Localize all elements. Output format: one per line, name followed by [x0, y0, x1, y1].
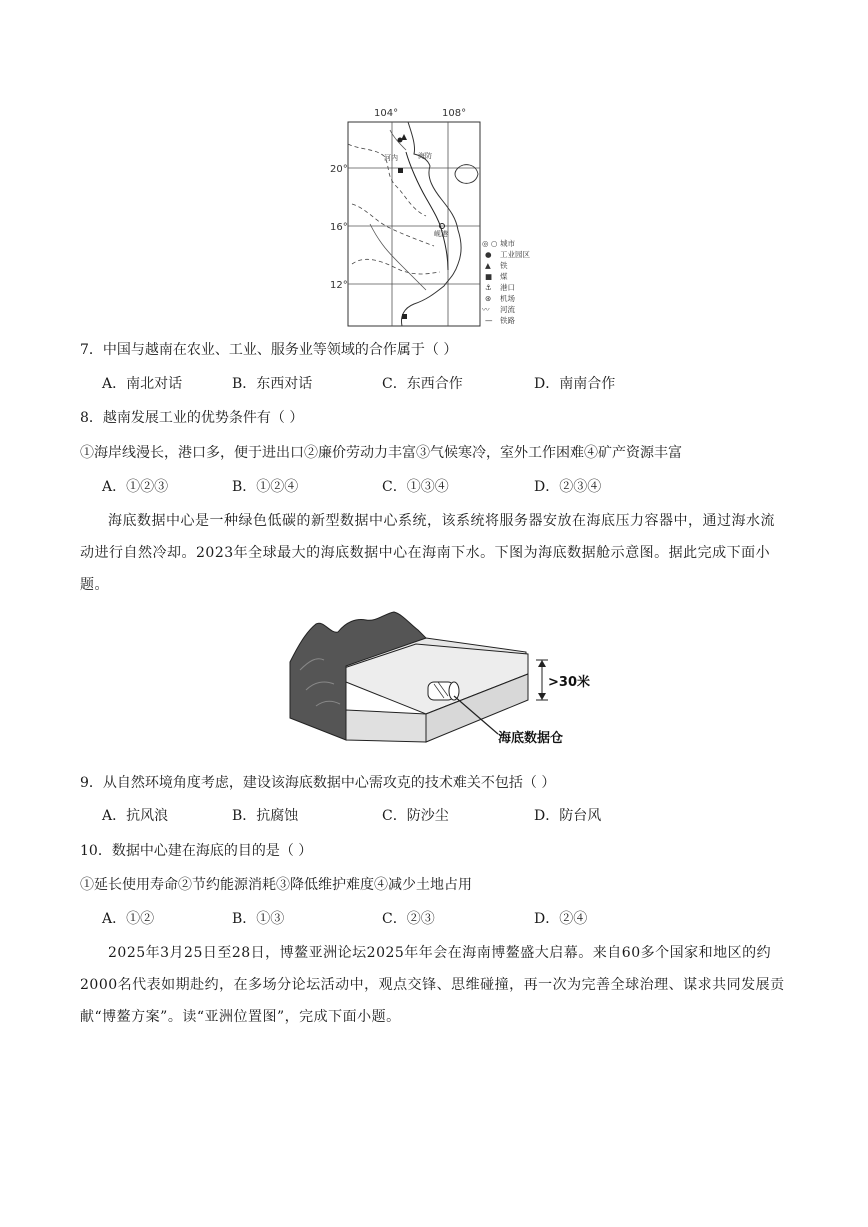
place-haiphong: 海防: [418, 152, 432, 160]
legend-label-airport: 机场: [500, 294, 515, 303]
legend-symbol-river: 〰: [482, 305, 490, 314]
question-7-option-c[interactable]: C．东西合作: [382, 376, 463, 392]
legend-label-river: 河流: [500, 305, 515, 314]
legend-label-city: 城市: [500, 239, 515, 248]
question-7-option-d[interactable]: D．南南合作: [534, 376, 616, 392]
capsule-label: 海底数据仓: [498, 731, 564, 746]
question-10-option-a[interactable]: A．①②: [102, 911, 155, 927]
question-7-stem: 7．中国与越南在农业、工业、服务业等领域的合作属于（ ）: [80, 342, 458, 358]
legend-symbol-railway: —: [485, 316, 493, 325]
lon-label-104: 104°: [374, 108, 399, 119]
map-legend: [482, 238, 530, 325]
question-8-option-c[interactable]: C．①③④: [382, 479, 449, 495]
coal-marker-south: [402, 314, 407, 319]
question-10-option-b[interactable]: B．①③: [232, 911, 285, 927]
legend-label-railway: 铁路: [500, 316, 515, 325]
question-8-option-b[interactable]: B．①②④: [232, 479, 299, 495]
lon-label-108: 108°: [442, 108, 467, 119]
vietnam-map: [330, 104, 560, 330]
question-10-stem: 10．数据中心建在海底的目的是（ ）: [80, 843, 313, 859]
legend-label-iron: 铁: [500, 261, 508, 270]
question-7-option-a[interactable]: A．南北对话: [102, 376, 183, 392]
passage-undersea-data-center: 海底数据中心是一种绿色低碳的新型数据中心系统，该系统将服务器安放在海底压力容器中，通过海水流动进行自然冷却。2023年全球最大的海底数据中心在海南下水。下图为海底数据舱示意图。据此完成下面小题。: [80, 513, 775, 593]
legend-symbol-city: ◎ ○: [482, 239, 498, 248]
legend-label-coal: 煤: [500, 272, 508, 281]
legend-label-industrial: 工业园区: [500, 250, 530, 259]
coal-marker: [398, 168, 403, 173]
legend-symbol-coal: ■: [485, 272, 493, 281]
lat-label-16: 16°: [330, 222, 348, 233]
question-9-option-d[interactable]: D．防台风: [534, 808, 602, 824]
question-9-stem: 9．从自然环境角度考虑，建设该海底数据中心需攻克的技术难关不包括（ ）: [80, 775, 556, 791]
passage-boao-forum: 2025年3月25日至28日，博鳌亚洲论坛2025年年会在海南博鳌盛大启幕。来自60多个国家和地区的约2000名代表如期赴约，在多场分论坛活动中，观点交锋、思维碰撞，再一次为完善全球治理、谋求共同发展贡献“博鳌方案”。读“亚洲位置图”，完成下面小题。: [80, 945, 785, 1025]
depth-arrow-down: [538, 693, 546, 700]
legend-symbol-iron: ▲: [485, 261, 491, 270]
question-8-option-a[interactable]: A．①②③: [102, 479, 169, 495]
question-7-option-b[interactable]: B．东西对话: [232, 376, 313, 392]
place-danang: 岘港: [434, 230, 448, 238]
question-10-option-c[interactable]: C．②③: [382, 911, 435, 927]
undersea-data-capsule-diagram: [276, 610, 606, 760]
question-10-statements: ①延长使用寿命②节约能源消耗③降低维护难度④减少土地占用: [80, 877, 472, 893]
question-8-stem: 8．越南发展工业的优势条件有（ ）: [80, 410, 304, 426]
question-9-option-a[interactable]: A．抗风浪: [102, 808, 169, 824]
lat-label-12: 12°: [330, 280, 348, 291]
question-10-option-d[interactable]: D．②④: [534, 911, 588, 927]
question-9-option-c[interactable]: C．防沙尘: [382, 808, 449, 824]
depth-label: >30米: [548, 675, 590, 690]
question-8-statements: ①海岸线漫长，港口多，便于进出口②廉价劳动力丰富③气候寒冷，室外工作困难④矿产资源丰富: [80, 445, 682, 461]
depth-arrow-up: [538, 660, 546, 667]
lat-label-20: 20°: [330, 164, 348, 175]
question-9-option-b[interactable]: B．抗腐蚀: [232, 808, 299, 824]
legend-symbol-airport: ⊛: [485, 294, 492, 303]
legend-symbol-industrial: ●: [485, 250, 492, 259]
legend-symbol-port: ⚓: [485, 283, 492, 292]
data-capsule-icon: [428, 682, 459, 700]
place-hanoi: 河内: [384, 154, 398, 162]
question-8-option-d[interactable]: D．②③④: [534, 479, 602, 495]
legend-label-port: 港口: [500, 283, 515, 292]
